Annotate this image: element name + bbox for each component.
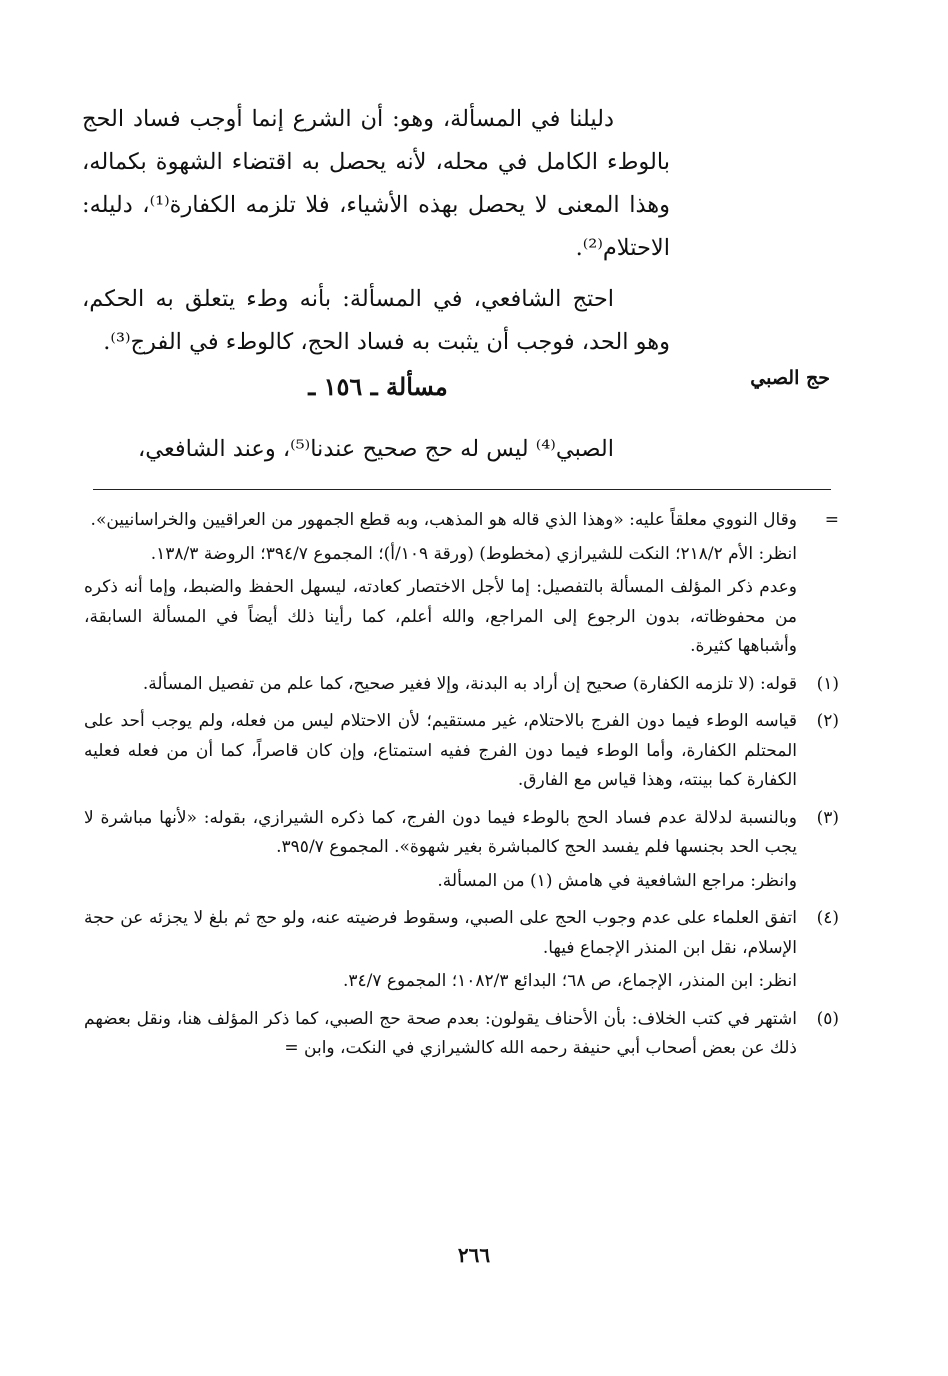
footnote-paragraph: اشتهر في كتب الخلاف: بأن الأحناف يقولون: بعدم صحة حج الصبي، كما ذكر المؤلف هنا، ونقل بعضهم ذلك عن بعض أصحاب أبي حنيفة رحمه الله كالشيرازي في النكت، وابن =: [84, 1008, 797, 1058]
footnote-body: [84, 904, 797, 1001]
main-paragraph: الصبي⁽⁴⁾ ليس له حج صحيح عندنا⁽⁵⁾، وعند الشافعي،: [137, 436, 614, 462]
main-text-continued: [82, 428, 670, 471]
footnote-paragraph: وانظر: مراجع الشافعية في هامش (١) من المسألة.: [437, 870, 797, 891]
main-paragraph: دليلنا في المسألة، وهو: أن الشرع إنما أوجب فساد الحج بالوطء الكامل في محله، لأنه يحصل به اقتضاء الشهوة بكماله، وهذا المعنى لا يحصل بهذه الأشياء، فلا تلزمه الكفارة⁽¹⁾، دليله: الاحتلام⁽²⁾.: [82, 106, 670, 261]
footnote-body: [84, 804, 797, 901]
section-heading: مسألة ـ ١٥٦ ـ: [308, 372, 448, 401]
footnote-divider: [93, 489, 831, 490]
footnote-marker: (١): [816, 673, 839, 694]
footnote-marker: (٥): [816, 1008, 839, 1029]
footnote-paragraph: اتفق العلماء على عدم وجوب الحج على الصبي، وسقوط فرضيته عنه، ولو حج ثم بلغ لا يجزئه عن حجة الإسلام، نقل ابن المنذر الإجماع فيها.: [84, 908, 797, 958]
main-paragraph: احتج الشافعي، في المسألة: بأنه وطء يتعلق به الحكم، وهو الحد، فوجب أن يثبت به فساد الحج، كالوطء في الفرج⁽³⁾.: [82, 286, 670, 355]
page-number: ٢٦٦: [457, 1243, 491, 1267]
footnote-paragraph: وقال النووي معلقاً عليه: «وهذا الذي قاله هو المذهب، وبه قطع الجمهور من العراقيين والخراسانيين».: [90, 510, 797, 530]
footnote-item: [84, 670, 839, 704]
footnote-body: [84, 670, 797, 704]
footnote-body: [84, 506, 797, 666]
margin-note: حج الصبي: [750, 367, 830, 389]
footnote-marker: (٣): [816, 807, 839, 828]
footnote-paragraph: وعدم ذكر المؤلف المسألة بالتفصيل: إما لأجل الاختصار كعادته، ليسهل الحفظ والضبط، وإما أنه ذكره من محفوظاته، بدون الرجوع إلى المراجع، والله أعلم، كما رأينا ذلك أيضاً في المسألة السابقة، وأشباهها كثيرة.: [84, 577, 798, 656]
footnote-paragraph: انظر: ابن المنذر، الإجماع، ص ٦٨؛ البدائع ١٠٨٢/٣؛ المجموع ٣٤/٧.: [342, 971, 797, 991]
footnote-body: [84, 1005, 797, 1068]
footnote-marker: (٢): [816, 711, 839, 731]
footnote-paragraph: وبالنسبة لدلالة عدم فساد الحج بالوطء فيما دون الفرج، كما ذكره الشيرازي، بقوله: «لأنها مباشرة لا يجب الحد بجنسها فلم يفسد الحج كالمباشرة بغير شهوة». المجموع ٣٩٥/٧.: [84, 807, 797, 857]
main-text: [82, 98, 670, 372]
footnote-paragraph: قوله: (لا تلزمه الكفارة) صحيح إن أراد به البدنة، وإلا فغير صحيح، كما علم من تفصيل المسألة.: [142, 673, 797, 694]
footnote-item: [84, 904, 839, 1001]
footnote-item: [84, 1005, 839, 1068]
footnote-item: [84, 804, 839, 901]
footnote-body: [84, 707, 797, 800]
footnote-paragraph: قياسه الوطء فيما دون الفرج بالاحتلام، غير مستقيم؛ لأن الاحتلام ليس من فعله، ولم يوجب أحد على المحتلم الكفارة، وأما الوطء فيما دون الفرج ففيه استمتاع، وإن كان قاصراً، كما أن من فعله فعليه الكفارة كما بينته، وهذا قياس مع الفارق.: [84, 711, 797, 790]
footnote-item: [84, 707, 839, 800]
footnote-marker: =: [824, 510, 839, 530]
footnote-item: [84, 506, 839, 666]
footnote-paragraph: انظر: الأم ٢١٨/٢؛ النكت للشيرازي (مخطوط) (ورقة ١٠٩/أ)؛ المجموع ٣٩٤/٧؛ الروضة ١٣٨/٣.: [150, 543, 797, 564]
footnotes: [84, 506, 839, 1072]
footnote-marker: (٤): [816, 908, 839, 928]
